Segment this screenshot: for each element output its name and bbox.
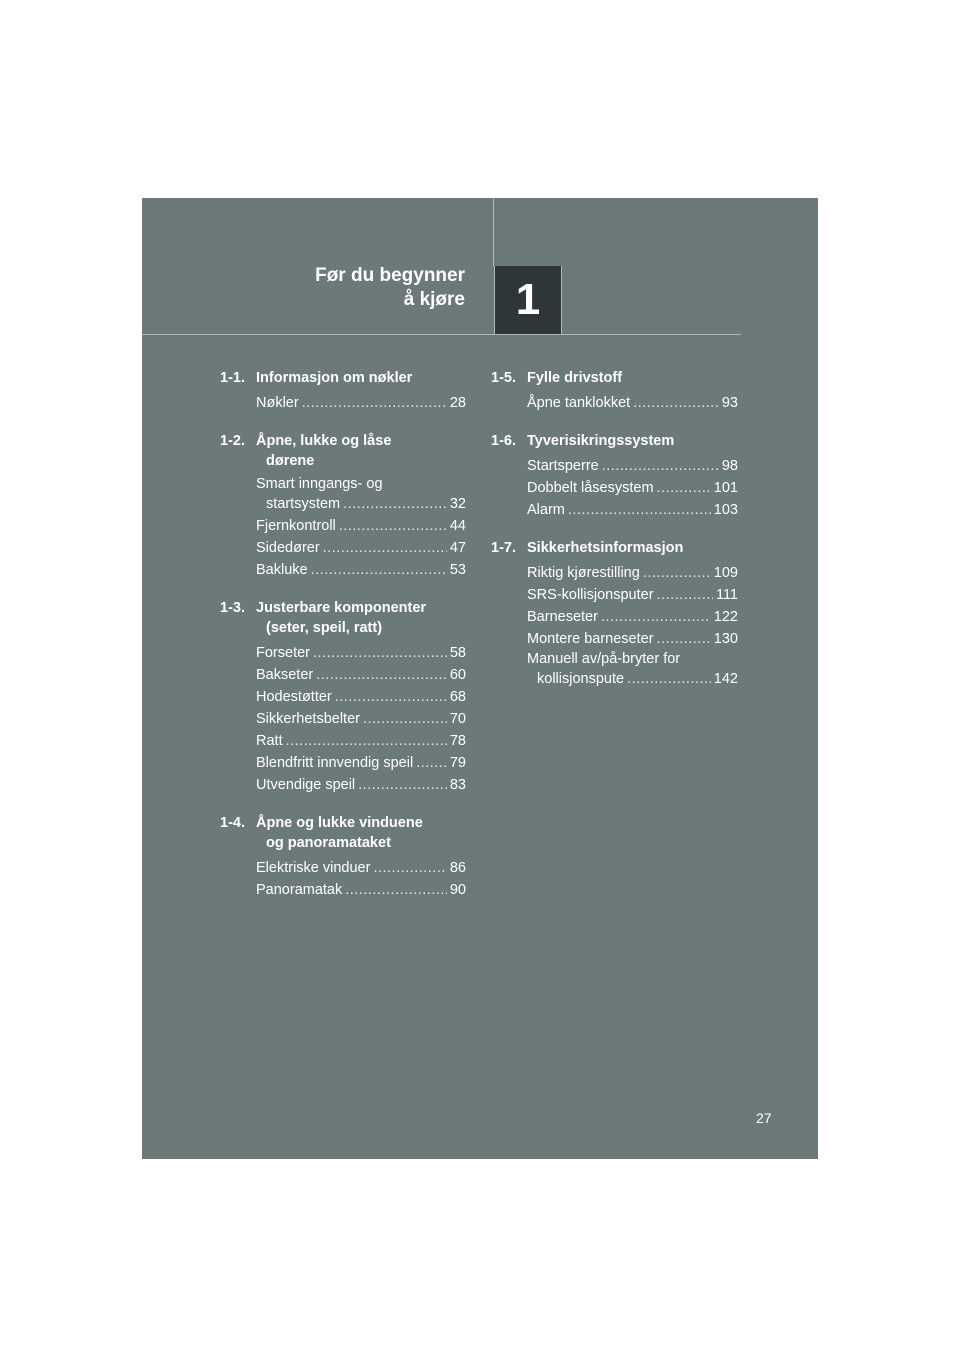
section-heading xyxy=(220,813,466,853)
dot-leader xyxy=(657,628,711,650)
page-number: 27 xyxy=(756,1110,772,1126)
toc-entry-page: 79 xyxy=(449,755,466,771)
toc-entry-wrap xyxy=(527,650,738,690)
section-items xyxy=(220,392,466,414)
toc-entry-page: 58 xyxy=(449,645,466,661)
toc-entry-page: 90 xyxy=(449,882,466,898)
toc-entry[interactable] xyxy=(527,606,738,628)
dot-leader xyxy=(657,584,713,606)
toc-entry[interactable] xyxy=(256,559,466,581)
section-number: 1-6. xyxy=(491,433,516,449)
dot-leader xyxy=(313,642,447,664)
toc-entry-page: 103 xyxy=(713,502,738,518)
dot-leader xyxy=(643,562,711,584)
dot-leader xyxy=(323,537,447,559)
section-title xyxy=(527,368,738,388)
toc-column-right xyxy=(491,368,738,707)
section-number: 1-2. xyxy=(220,433,245,449)
toc-entry-page: 93 xyxy=(721,395,738,411)
toc-entry[interactable] xyxy=(527,455,738,477)
toc-section xyxy=(491,368,738,414)
section-number: 1-7. xyxy=(491,540,516,556)
dot-leader xyxy=(345,879,447,901)
toc-entry-label: Åpne tanklokket xyxy=(527,395,631,411)
toc-section xyxy=(220,368,466,414)
toc-entry-page: 78 xyxy=(449,733,466,749)
toc-entry[interactable] xyxy=(527,628,738,650)
toc-entry-page: 47 xyxy=(449,540,466,556)
section-heading xyxy=(220,598,466,638)
toc-entry-label: Forseter xyxy=(256,645,310,661)
toc-entry-page: 60 xyxy=(449,667,466,683)
section-title xyxy=(256,368,466,388)
section-number: 1-5. xyxy=(491,370,516,386)
section-title-line2: dørene xyxy=(266,453,315,469)
toc-entry-label: Dobbelt låsesystem xyxy=(527,480,654,496)
toc-entry-label-cont: kollisjonspute xyxy=(537,671,625,687)
toc-entry[interactable] xyxy=(256,392,466,414)
toc-entry[interactable] xyxy=(527,584,738,606)
chapter-title xyxy=(315,264,465,312)
toc-entry-label: Fjernkontroll xyxy=(256,518,336,534)
toc-entry-page: 83 xyxy=(449,777,466,793)
section-title-line1: Åpne, lukke og låse xyxy=(256,433,392,449)
toc-entry-line2 xyxy=(527,668,738,690)
toc-entry-page: 130 xyxy=(713,631,738,647)
toc-entry-label: Panoramatak xyxy=(256,882,343,898)
toc-entry-label: Sikkerhetsbelter xyxy=(256,711,360,727)
section-number: 1-4. xyxy=(220,815,245,831)
toc-entry-label: Elektriske vinduer xyxy=(256,860,371,876)
toc-entry[interactable] xyxy=(256,537,466,559)
toc-entry-wrap xyxy=(256,475,466,515)
section-items xyxy=(491,455,738,521)
toc-entry-label: Smart inngangs- og xyxy=(256,476,383,492)
section-items xyxy=(220,642,466,796)
chapter-panel xyxy=(142,198,818,1159)
toc-section xyxy=(220,598,466,796)
section-number: 1-1. xyxy=(220,370,245,386)
section-title-line1: Informasjon om nøkler xyxy=(256,370,413,386)
toc-entry-page: 68 xyxy=(449,689,466,705)
section-heading xyxy=(491,368,738,388)
toc-entry-label: Ratt xyxy=(256,733,283,749)
toc-entry-page: 32 xyxy=(449,496,466,512)
toc-entry-page: 111 xyxy=(715,587,738,603)
dot-leader xyxy=(373,857,446,879)
toc-entry[interactable] xyxy=(256,879,466,901)
section-title-line1: Justerbare komponenter xyxy=(256,600,427,616)
section-heading xyxy=(491,538,738,558)
toc-entry-label-cont: startsystem xyxy=(266,496,341,512)
section-items xyxy=(220,857,466,901)
section-title-line2: (seter, speil, ratt) xyxy=(266,620,383,636)
dot-leader xyxy=(633,392,719,414)
toc-column-left xyxy=(220,368,466,918)
toc-entry[interactable] xyxy=(256,857,466,879)
dot-leader xyxy=(343,493,447,515)
dot-leader xyxy=(363,708,447,730)
toc-entry-page: 86 xyxy=(449,860,466,876)
dot-leader xyxy=(302,392,447,414)
dot-leader xyxy=(286,730,447,752)
toc-section xyxy=(491,431,738,521)
toc-entry-page: 28 xyxy=(449,395,466,411)
toc-entry-label: Riktig kjørestilling xyxy=(527,565,640,581)
toc-entry-page: 70 xyxy=(449,711,466,727)
chapter-title-line2: å kjøre xyxy=(403,289,465,310)
toc-entry[interactable] xyxy=(256,774,466,796)
toc-entry-page: 122 xyxy=(713,609,738,625)
dot-leader xyxy=(601,606,711,628)
dot-leader xyxy=(358,774,447,796)
dot-leader xyxy=(627,668,711,690)
dot-leader xyxy=(568,499,711,521)
toc-entry[interactable] xyxy=(256,708,466,730)
section-title xyxy=(256,431,466,471)
section-heading xyxy=(220,368,466,388)
dot-leader xyxy=(311,559,447,581)
toc-entry[interactable] xyxy=(527,392,738,414)
toc-entry[interactable] xyxy=(527,562,738,584)
toc-entry[interactable] xyxy=(256,515,466,537)
toc-entry-line2 xyxy=(256,493,466,515)
toc-entry-label: Montere barneseter xyxy=(527,631,654,647)
toc-entry[interactable] xyxy=(256,642,466,664)
toc-entry[interactable] xyxy=(256,686,466,708)
toc-entry-label: Manuell av/på-bryter for xyxy=(527,651,681,667)
toc-entry-label: Blendfritt innvendig speil xyxy=(256,755,414,771)
section-number: 1-3. xyxy=(220,600,245,616)
toc-entry-label: Alarm xyxy=(527,502,565,518)
section-heading xyxy=(220,431,466,471)
toc-entry-label: Startsperre xyxy=(527,458,599,474)
section-title-line1: Åpne og lukke vinduene xyxy=(256,815,423,831)
section-title xyxy=(527,431,738,451)
section-title xyxy=(256,813,466,853)
toc-entry-label: SRS-kollisjonsputer xyxy=(527,587,654,603)
toc-entry-page: 53 xyxy=(449,562,466,578)
toc-entry-page: 44 xyxy=(449,518,466,534)
toc-entry-label: Sidedører xyxy=(256,540,320,556)
toc-entry[interactable] xyxy=(527,650,738,690)
toc-entry[interactable] xyxy=(256,730,466,752)
toc-entry[interactable] xyxy=(527,477,738,499)
toc-entry[interactable] xyxy=(256,664,466,686)
header-vertical-rule xyxy=(493,198,494,266)
section-items xyxy=(491,392,738,414)
toc-entry-page: 101 xyxy=(713,480,738,496)
toc-entry-page: 98 xyxy=(721,458,738,474)
toc-entry-label: Hodestøtter xyxy=(256,689,332,705)
toc-section xyxy=(220,431,466,581)
toc-section xyxy=(491,538,738,690)
toc-entry-label: Utvendige speil xyxy=(256,777,356,793)
toc-entry-label: Bakseter xyxy=(256,667,314,683)
dot-leader xyxy=(416,752,447,774)
section-items xyxy=(491,562,738,690)
toc-entry[interactable] xyxy=(256,475,466,515)
dot-leader xyxy=(602,455,719,477)
toc-entry-label: Barneseter xyxy=(527,609,598,625)
dot-leader xyxy=(657,477,711,499)
section-heading xyxy=(491,431,738,451)
section-title xyxy=(527,538,738,558)
section-items xyxy=(220,475,466,581)
toc-entry[interactable] xyxy=(256,752,466,774)
section-title xyxy=(256,598,466,638)
toc-entry-page: 142 xyxy=(713,671,738,687)
toc-section xyxy=(220,813,466,901)
toc-entry-label: Bakluke xyxy=(256,562,308,578)
chapter-title-line1: Før du begynner xyxy=(315,265,465,286)
section-title-line1: Fylle drivstoff xyxy=(527,370,623,386)
dot-leader xyxy=(335,686,447,708)
toc-entry-page: 109 xyxy=(713,565,738,581)
section-title-line1: Tyverisikringssystem xyxy=(527,433,675,449)
toc-entry[interactable] xyxy=(527,499,738,521)
toc-entry-label: Nøkler xyxy=(256,395,299,411)
section-title-line2: og panoramataket xyxy=(266,835,391,851)
section-title-line1: Sikkerhetsinformasjon xyxy=(527,540,684,556)
header-horizontal-rule xyxy=(142,334,741,335)
dot-leader xyxy=(316,664,447,686)
dot-leader xyxy=(339,515,447,537)
chapter-number-box: 1 xyxy=(494,266,562,334)
